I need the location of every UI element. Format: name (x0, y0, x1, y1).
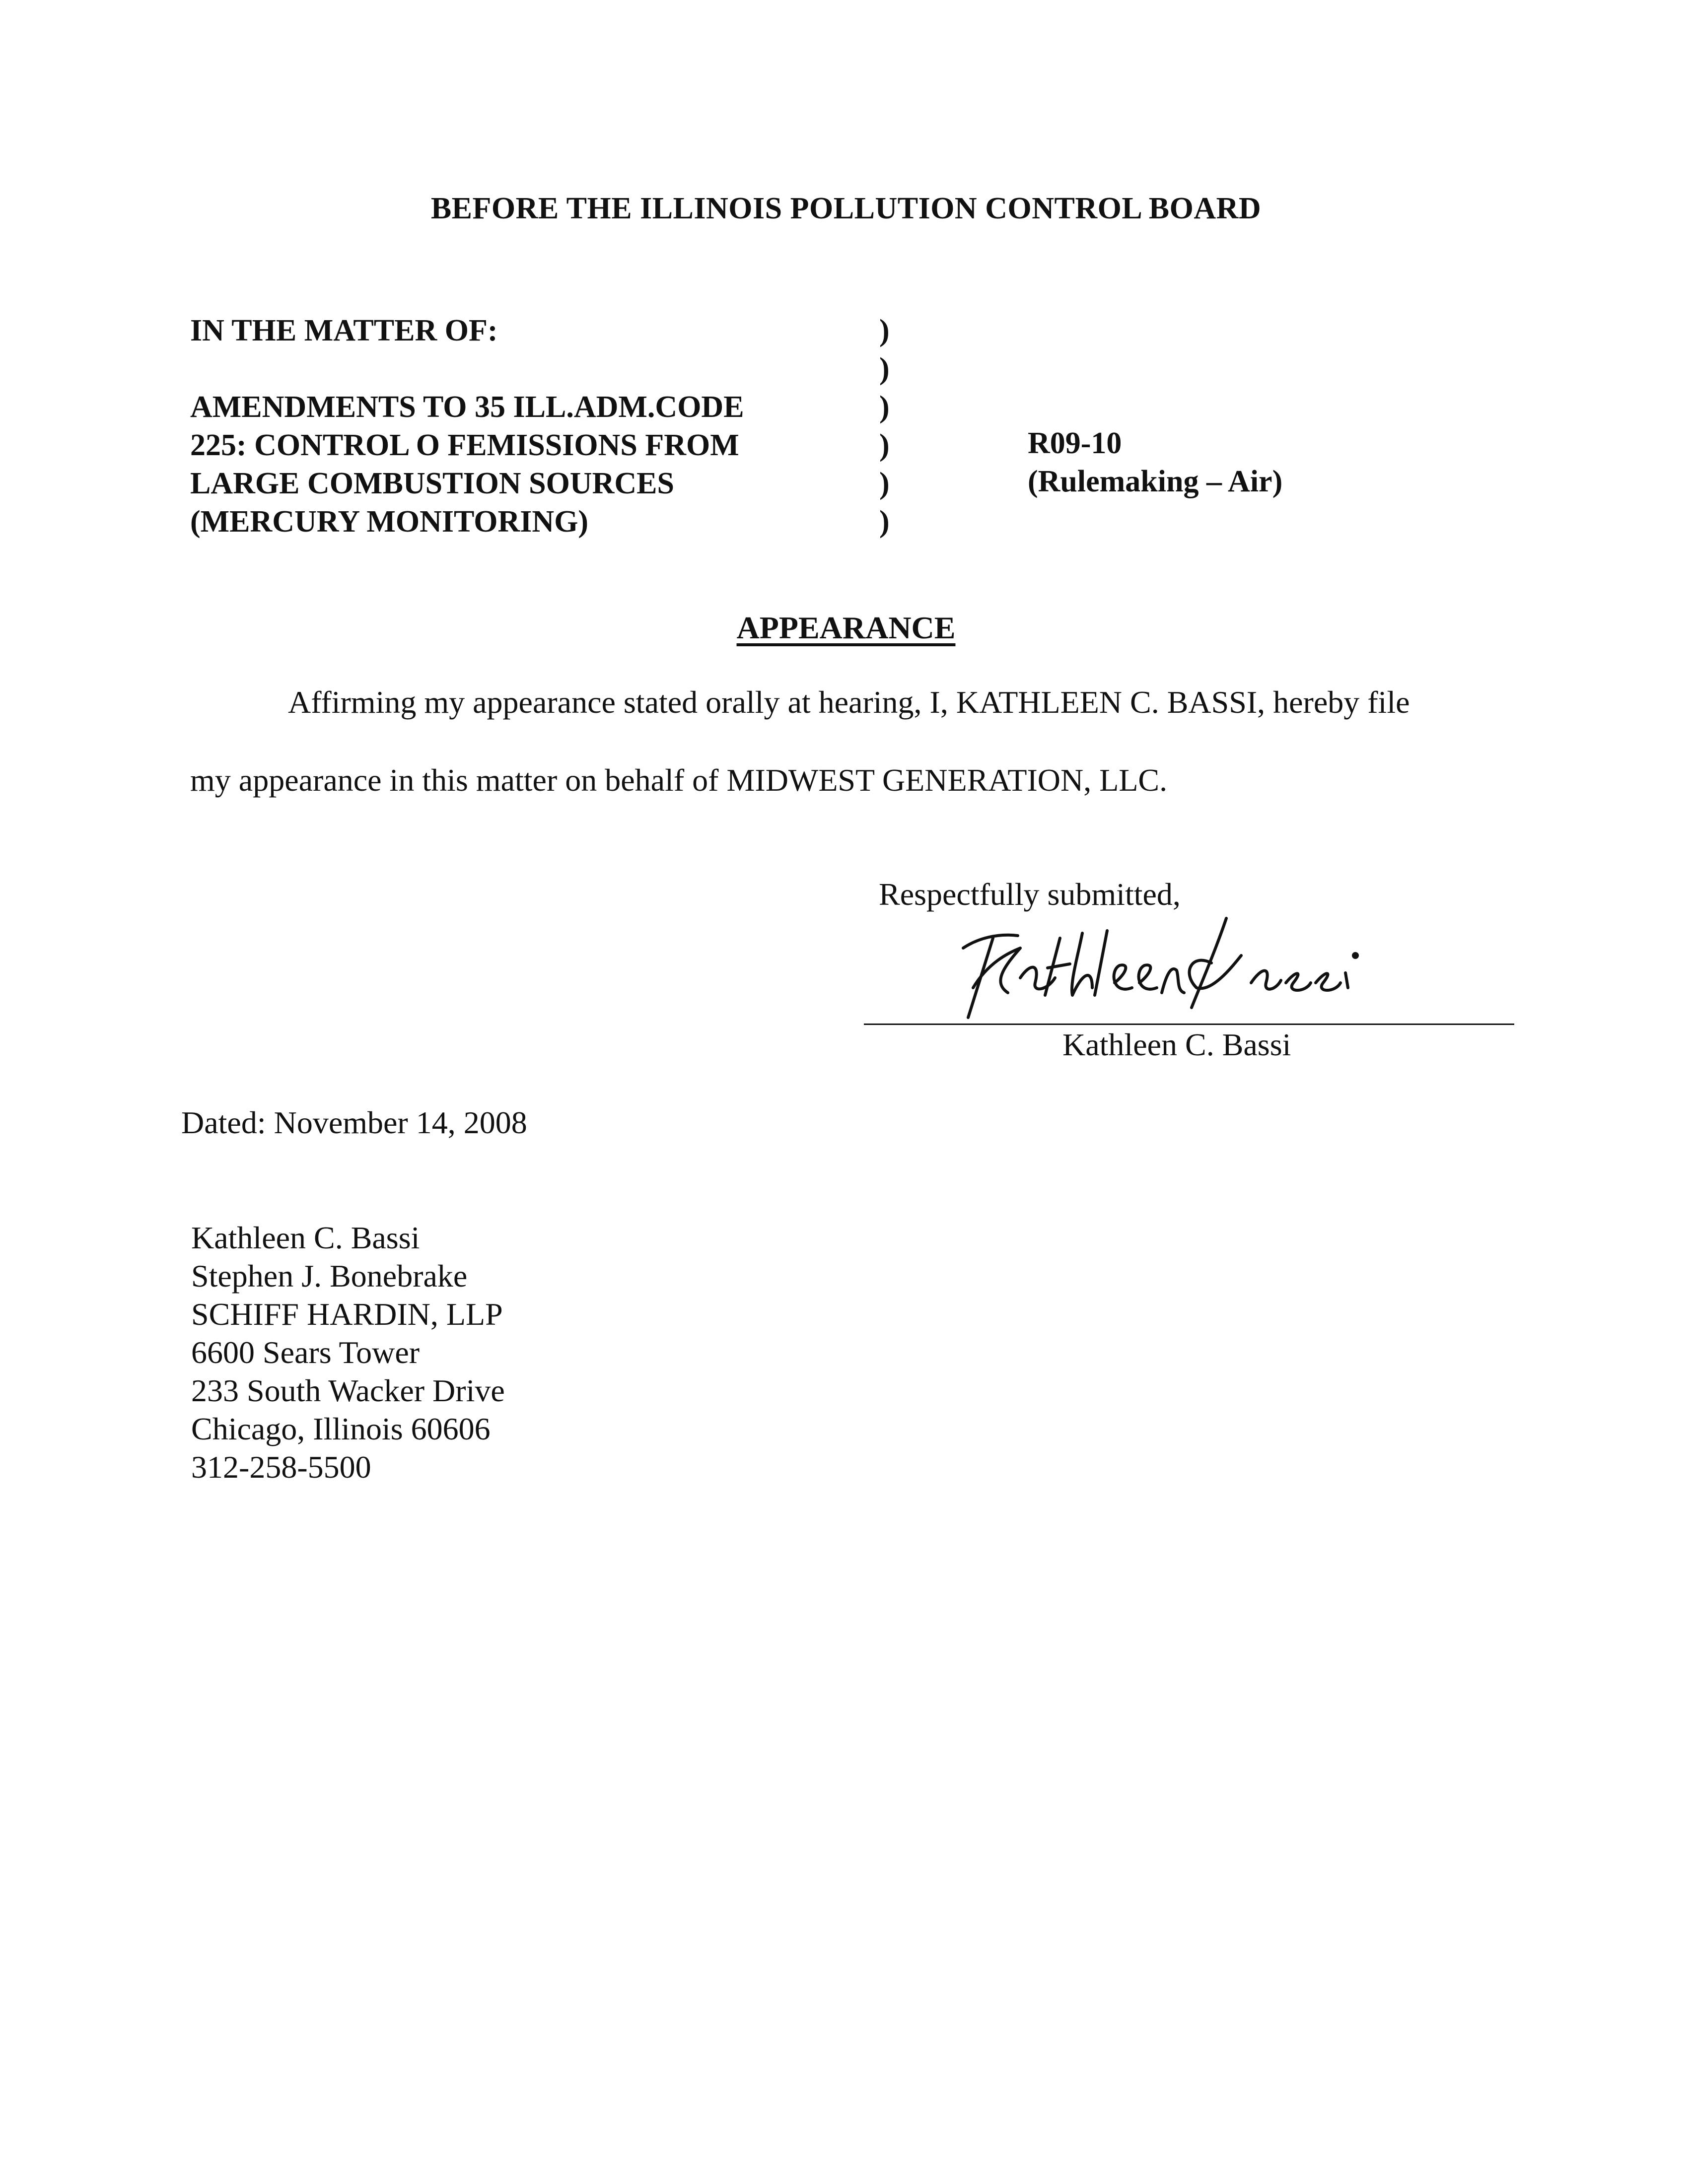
docket-info (1028, 424, 1282, 501)
signer-printed-name: Kathleen C. Bassi (1062, 1027, 1291, 1062)
caption-parens (879, 312, 890, 541)
subject-line: AMENDMENTS TO 35 ILL.ADM.CODE (190, 390, 744, 424)
board-title: BEFORE THE ILLINOIS POLLUTION CONTROL BOARD (430, 192, 1262, 225)
paren: ) (879, 467, 890, 500)
body-line-2: my appearance in this matter on behalf of MIDWEST GENERATION, LLC. (190, 762, 1168, 798)
paren: ) (879, 314, 890, 347)
closing: Respectfully submitted, (879, 877, 1181, 912)
handwritten-signature (933, 908, 1380, 1027)
subject-line: LARGE COMBUSTION SOURCES (190, 467, 674, 500)
paren: ) (879, 428, 890, 462)
paren: ) (879, 505, 890, 539)
document-heading: APPEARANCE (736, 610, 956, 645)
paren: ) (879, 352, 890, 386)
address-line: SCHIFF HARDIN, LLP (191, 1297, 503, 1332)
address-line: 6600 Sears Tower (191, 1335, 420, 1370)
body-line-1: Affirming my appearance stated orally at hearing, I, KATHLEEN C. BASSI, hereby file (288, 684, 1410, 720)
address-line: 312-258-5500 (191, 1449, 371, 1485)
matter-label: IN THE MATTER OF: (190, 314, 498, 347)
address-block (191, 1219, 505, 1486)
case-caption (190, 312, 744, 541)
address-line: Kathleen C. Bassi (191, 1220, 420, 1255)
subject-line: 225: CONTROL O FEMISSIONS FROM (190, 428, 739, 462)
docket-type: (Rulemaking – Air) (1028, 465, 1283, 498)
address-line: Chicago, Illinois 60606 (191, 1411, 491, 1446)
subject-line: (MERCURY MONITORING) (190, 505, 589, 539)
address-line: 233 South Wacker Drive (191, 1373, 505, 1408)
caption-spacer (190, 350, 744, 388)
docket-number: R09-10 (1028, 426, 1122, 460)
paren: ) (879, 390, 890, 424)
address-line: Stephen J. Bonebrake (191, 1258, 468, 1294)
date-line: Dated: November 14, 2008 (181, 1105, 527, 1140)
signature-line (864, 1024, 1514, 1025)
